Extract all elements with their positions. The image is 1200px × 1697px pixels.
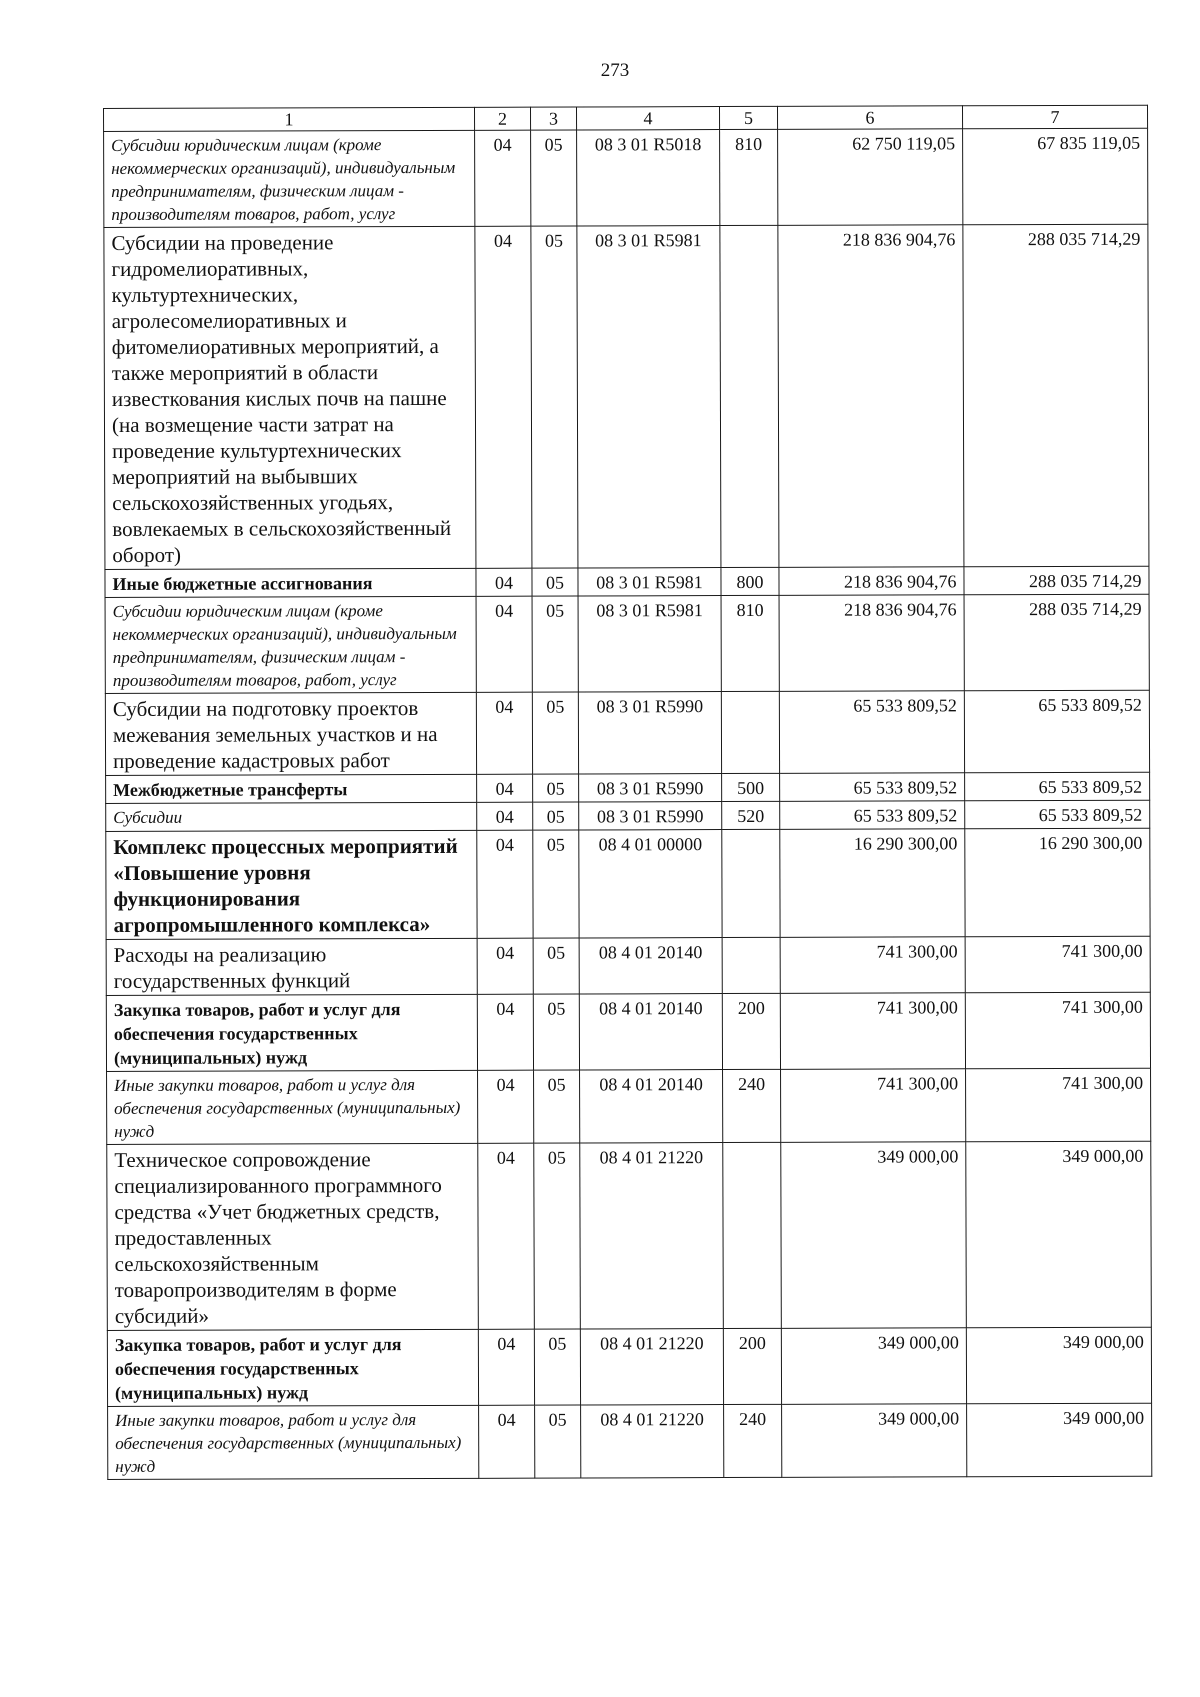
row-target-article: 08 4 01 00000 bbox=[579, 830, 722, 938]
row-expense-type: 200 bbox=[723, 1328, 781, 1404]
row-amount-year-1: 65 533 809,52 bbox=[780, 773, 965, 802]
row-section: 04 bbox=[478, 1070, 534, 1143]
row-name: Межбюджетные трансферты bbox=[106, 774, 477, 803]
row-amount-year-2: 65 533 809,52 bbox=[965, 772, 1150, 801]
row-amount-year-2: 741 300,00 bbox=[965, 936, 1150, 993]
row-name: Субсидии юридическим лицам (кроме некоммерческих организаций), индивидуальным предпринимателям, физическим лицам - производителям товаров, работ, услуг bbox=[104, 130, 475, 227]
row-name: Комплекс процессных мероприятий «Повышение уровня функционирования агропромышленного комплекса» bbox=[106, 830, 477, 939]
row-amount-year-1: 62 750 119,05 bbox=[778, 129, 963, 226]
row-section: 04 bbox=[477, 774, 533, 802]
row-name: Закупка товаров, работ и услуг для обеспечения государственных (муниципальных) нужд bbox=[106, 994, 477, 1071]
row-subsection: 05 bbox=[534, 1143, 581, 1329]
row-subsection: 05 bbox=[533, 774, 579, 802]
row-section: 04 bbox=[479, 1405, 535, 1478]
table-row bbox=[106, 772, 1150, 803]
row-amount-year-2: 349 000,00 bbox=[966, 1327, 1151, 1404]
row-section: 04 bbox=[476, 568, 532, 596]
row-target-article: 08 3 01 R5981 bbox=[577, 226, 721, 568]
row-subsection: 05 bbox=[534, 1070, 580, 1143]
header-col-5: 5 bbox=[719, 106, 777, 129]
row-amount-year-1: 741 300,00 bbox=[781, 1069, 966, 1143]
row-name: Иные бюджетные ассигнования bbox=[105, 568, 476, 597]
row-target-article: 08 3 01 R5981 bbox=[578, 596, 721, 692]
row-expense-type bbox=[723, 1142, 782, 1328]
row-expense-type bbox=[722, 937, 780, 993]
row-expense-type: 800 bbox=[721, 567, 779, 595]
row-name: Субсидии bbox=[106, 802, 477, 831]
row-target-article: 08 4 01 20140 bbox=[579, 938, 722, 994]
row-expense-type: 810 bbox=[721, 595, 779, 691]
row-amount-year-1: 349 000,00 bbox=[781, 1328, 966, 1405]
row-subsection: 05 bbox=[532, 596, 578, 692]
row-amount-year-2: 65 533 809,52 bbox=[964, 690, 1149, 773]
row-amount-year-2: 288 035 714,29 bbox=[963, 224, 1149, 567]
row-target-article: 08 3 01 R5981 bbox=[578, 568, 721, 596]
table-row bbox=[107, 1068, 1151, 1144]
row-subsection: 05 bbox=[533, 938, 579, 994]
row-subsection: 05 bbox=[533, 994, 579, 1070]
row-amount-year-2: 65 533 809,52 bbox=[965, 800, 1150, 829]
table-row bbox=[106, 828, 1150, 939]
row-section: 04 bbox=[478, 1329, 534, 1405]
header-col-3: 3 bbox=[530, 107, 576, 130]
row-amount-year-2: 741 300,00 bbox=[966, 1068, 1151, 1142]
table-row bbox=[104, 128, 1148, 227]
row-section: 04 bbox=[476, 692, 532, 774]
row-target-article: 08 3 01 R5018 bbox=[577, 130, 720, 226]
row-expense-type: 810 bbox=[720, 129, 778, 225]
row-amount-year-2: 741 300,00 bbox=[965, 992, 1150, 1069]
header-col-7: 7 bbox=[962, 105, 1147, 129]
row-expense-type: 200 bbox=[722, 993, 780, 1069]
table-row bbox=[105, 594, 1149, 693]
row-expense-type: 240 bbox=[724, 1404, 782, 1477]
row-target-article: 08 3 01 R5990 bbox=[578, 692, 721, 774]
row-name: Расходы на реализацию государственных функций bbox=[106, 938, 477, 995]
row-amount-year-1: 349 000,00 bbox=[782, 1404, 967, 1478]
row-amount-year-2: 349 000,00 bbox=[967, 1403, 1152, 1477]
row-amount-year-1: 741 300,00 bbox=[780, 937, 965, 994]
row-amount-year-1: 16 290 300,00 bbox=[780, 829, 965, 938]
table-row bbox=[108, 1403, 1152, 1479]
row-target-article: 08 4 01 20140 bbox=[580, 1070, 723, 1143]
row-subsection: 05 bbox=[535, 1405, 581, 1478]
row-expense-type bbox=[720, 225, 779, 567]
row-amount-year-2: 349 000,00 bbox=[966, 1141, 1152, 1328]
row-section: 04 bbox=[475, 226, 532, 568]
row-section: 04 bbox=[476, 596, 532, 692]
row-expense-type: 500 bbox=[722, 773, 780, 801]
row-subsection: 05 bbox=[531, 226, 578, 568]
row-amount-year-1: 741 300,00 bbox=[780, 993, 965, 1070]
row-section: 04 bbox=[475, 130, 531, 226]
row-section: 04 bbox=[477, 830, 533, 938]
row-name: Иные закупки товаров, работ и услуг для обеспечения государственных (муниципальных) нужд bbox=[108, 1405, 479, 1479]
row-expense-type bbox=[721, 691, 779, 773]
budget-table bbox=[103, 105, 1152, 1480]
row-target-article: 08 4 01 21220 bbox=[580, 1329, 723, 1405]
header-col-1: 1 bbox=[104, 107, 475, 131]
row-amount-year-1: 65 533 809,52 bbox=[779, 691, 964, 774]
row-section: 04 bbox=[477, 938, 533, 994]
row-target-article: 08 4 01 21220 bbox=[581, 1405, 724, 1478]
row-amount-year-1: 218 836 904,76 bbox=[778, 225, 964, 568]
row-subsection: 05 bbox=[533, 802, 579, 830]
row-target-article: 08 4 01 21220 bbox=[580, 1143, 724, 1329]
row-subsection: 05 bbox=[532, 692, 578, 774]
row-name: Субсидии на подготовку проектов межевания земельных участков и на проведение кадастровых работ bbox=[105, 692, 476, 775]
row-subsection: 05 bbox=[533, 830, 579, 938]
row-expense-type: 240 bbox=[723, 1069, 781, 1142]
table-row bbox=[106, 992, 1150, 1071]
row-name: Субсидии юридическим лицам (кроме некоммерческих организаций), индивидуальным предпринимателям, физическим лицам - производителям товаров, работ, услуг bbox=[105, 596, 476, 693]
row-amount-year-2: 16 290 300,00 bbox=[965, 828, 1150, 937]
row-expense-type: 520 bbox=[722, 801, 780, 829]
table-row bbox=[107, 1327, 1151, 1406]
row-amount-year-2: 288 035 714,29 bbox=[964, 566, 1149, 595]
row-subsection: 05 bbox=[532, 568, 578, 596]
table-body bbox=[104, 105, 1152, 1479]
table-row bbox=[107, 1141, 1152, 1330]
row-expense-type bbox=[722, 829, 780, 937]
row-amount-year-1: 349 000,00 bbox=[781, 1142, 967, 1329]
row-section: 04 bbox=[477, 802, 533, 830]
row-target-article: 08 3 01 R5990 bbox=[579, 802, 722, 830]
row-target-article: 08 4 01 20140 bbox=[579, 994, 722, 1070]
header-col-4: 4 bbox=[576, 107, 719, 130]
table-row bbox=[106, 936, 1150, 995]
row-subsection: 05 bbox=[534, 1329, 580, 1405]
row-amount-year-1: 65 533 809,52 bbox=[780, 801, 965, 830]
row-amount-year-1: 218 836 904,76 bbox=[779, 567, 964, 596]
row-name: Субсидии на проведение гидромелиоративных, культуртехнических, агролесомелиоративных и фитомелиоративных мероприятий, а также мероприятий в области известкования кислых почв на пашне (на возмещение части затрат на проведение культуртехнических мероприятий на выбывших сельскохозяйственных угодьях, вовлекаемых в сельскохозяйственный оборот) bbox=[104, 226, 476, 569]
row-target-article: 08 3 01 R5990 bbox=[579, 774, 722, 802]
header-row bbox=[104, 105, 1148, 131]
row-amount-year-1: 218 836 904,76 bbox=[779, 595, 964, 692]
header-col-2: 2 bbox=[474, 107, 530, 130]
row-name: Техническое сопровождение специализированного программного средства «Учет бюджетных средств, предоставленных сельскохозяйственным товаропроизводителям в форме субсидий» bbox=[107, 1143, 479, 1330]
table-row bbox=[105, 690, 1149, 775]
row-name: Иные закупки товаров, работ и услуг для обеспечения государственных (муниципальных) нужд bbox=[107, 1070, 478, 1144]
row-amount-year-2: 67 835 119,05 bbox=[963, 128, 1148, 225]
row-section: 04 bbox=[478, 1143, 535, 1329]
row-amount-year-2: 288 035 714,29 bbox=[964, 594, 1149, 691]
row-subsection: 05 bbox=[531, 130, 577, 226]
page-number: 273 bbox=[600, 60, 630, 81]
table-row bbox=[104, 224, 1149, 569]
row-name: Закупка товаров, работ и услуг для обеспечения государственных (муниципальных) нужд bbox=[107, 1329, 478, 1406]
header-col-6: 6 bbox=[777, 106, 962, 130]
table-row bbox=[106, 800, 1150, 831]
row-section: 04 bbox=[477, 994, 533, 1070]
table-row bbox=[105, 566, 1149, 597]
